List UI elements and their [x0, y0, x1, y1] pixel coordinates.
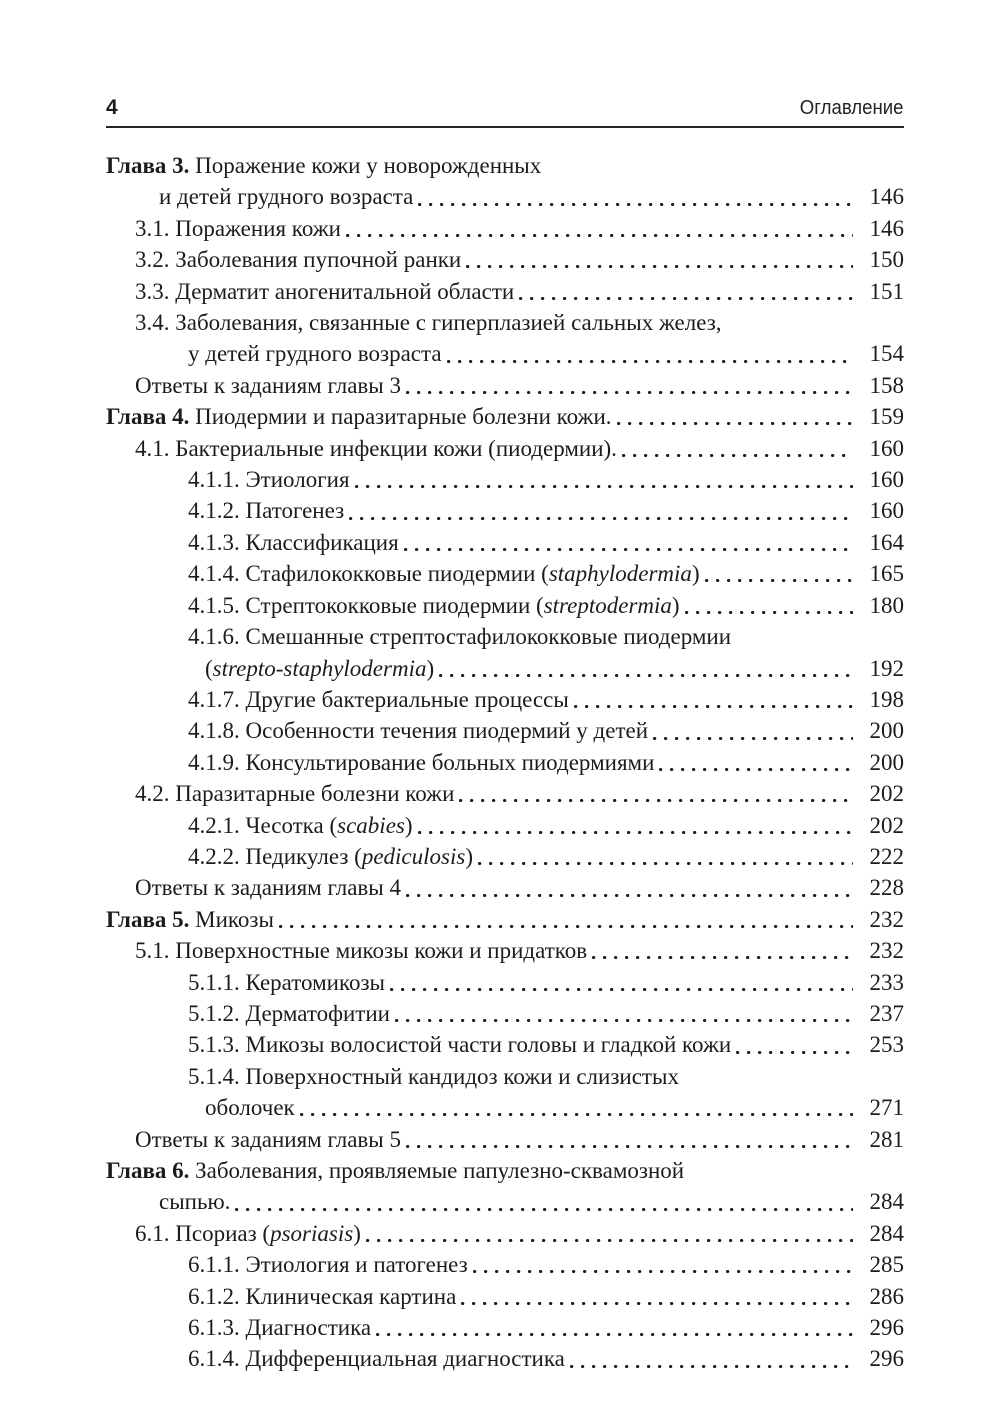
toc-page-number: 154: [869, 341, 904, 367]
toc-entry: [106, 433, 904, 464]
toc-entry: [106, 872, 904, 903]
leader-dots: [349, 495, 853, 526]
leader-dots: [653, 715, 853, 746]
toc-entry-text: 3.2. Заболевания пупочной ранки: [135, 247, 462, 273]
toc-entry-text: 5.1. Поверхностные микозы кожи и придатков: [135, 938, 588, 964]
toc-entry: [106, 370, 904, 401]
leader-dots: [519, 276, 853, 307]
leader-dots: [279, 904, 853, 935]
toc-entry: [106, 244, 904, 275]
toc-entry: [106, 1029, 904, 1060]
toc-entry-text: 6.1. Псориаз (psoriasis): [135, 1220, 361, 1246]
toc-page-number: 151: [869, 278, 904, 304]
toc-page-number: 271: [869, 1095, 904, 1121]
toc-page-number: 253: [869, 1032, 904, 1058]
toc-entry-text: у детей грудного возраста: [188, 341, 442, 367]
toc-entry: [106, 150, 904, 181]
toc-entry: [106, 558, 904, 589]
leader-dots: [406, 872, 853, 903]
toc-page-number: 232: [869, 906, 904, 932]
toc-page-number: 160: [869, 435, 904, 461]
toc-page-number: 200: [869, 749, 904, 775]
toc-page-number: 198: [869, 686, 904, 712]
toc-entry: [106, 653, 904, 684]
toc-page-number: 202: [869, 781, 904, 807]
toc-entry: [106, 778, 904, 809]
leader-dots: [478, 841, 853, 872]
toc-entry: [106, 307, 904, 338]
toc-entry-text: Глава 6. Заболевания, проявляемые папулезно-сквамозной: [106, 1158, 685, 1183]
toc-entry-text: 4.2.1. Чесотка (scabies): [188, 812, 413, 838]
leader-dots: [390, 967, 853, 998]
leader-dots: [376, 1312, 853, 1343]
toc-page-number: 284: [869, 1189, 904, 1215]
toc-entry-text: 4.1. Бактериальные инфекции кожи (пиодермии).: [135, 435, 617, 461]
toc-entry: [106, 1312, 904, 1343]
toc-page-number: 160: [869, 467, 904, 493]
toc-page-number: 158: [869, 372, 904, 398]
toc-entry: [106, 401, 904, 432]
leader-dots: [300, 1092, 853, 1123]
leader-dots: [418, 810, 853, 841]
toc-page-number: 150: [869, 247, 904, 273]
toc-entry: [106, 904, 904, 935]
toc-entry-text: сыпью.: [159, 1189, 231, 1215]
toc-entry-text: (strepto-staphylodermia): [205, 655, 435, 681]
leader-dots: [461, 1281, 853, 1312]
toc-entry-text: 5.1.2. Дерматофитии: [188, 1000, 390, 1026]
toc-page-number: 202: [869, 812, 904, 838]
toc-entry: [106, 998, 904, 1029]
toc-entry-text: Ответы к заданиям главы 4: [135, 875, 401, 901]
running-title: Оглавление: [800, 97, 904, 119]
toc-entry-text: 6.1.3. Диагностика: [188, 1315, 372, 1341]
toc-entry-text: Глава 4. Пиодермии и паразитарные болезни кожи.: [106, 404, 612, 430]
toc-page-number: 284: [869, 1220, 904, 1246]
toc-entry-text: оболочек: [205, 1095, 295, 1121]
toc-entry-text: 4.1.8. Особенности течения пиодермий у детей: [188, 718, 649, 744]
leader-dots: [346, 213, 853, 244]
leader-dots: [406, 1124, 853, 1155]
leader-dots: [574, 684, 853, 715]
toc-entry-text: 3.1. Поражения кожи: [135, 215, 341, 241]
leader-dots: [404, 527, 853, 558]
toc-entry-text: 4.1.2. Патогенез: [188, 498, 345, 524]
toc-entry-text: 3.3. Дерматит аногенитальной области: [135, 278, 515, 304]
toc-page-number: 296: [869, 1315, 904, 1341]
toc-entry: [106, 495, 904, 526]
leader-dots: [447, 338, 853, 369]
toc-entry-text: и детей грудного возраста: [159, 184, 414, 210]
header-rule: [106, 126, 904, 128]
toc-entry-text: 4.1.5. Стрептококковые пиодермии (streptodermia): [188, 592, 680, 618]
toc-entry: [106, 1061, 904, 1092]
leader-dots: [366, 1218, 853, 1249]
toc-entry: [106, 935, 904, 966]
toc-entry: [106, 1281, 904, 1312]
toc-entry-text: 4.1.1. Этиология: [188, 467, 350, 493]
toc-entry-text: 4.2.2. Педикулез (pediculosis): [188, 843, 473, 869]
toc-entry: [106, 338, 904, 369]
toc-entry-text: 4.1.4. Стафилококковые пиодермии (staphylodermia): [188, 561, 700, 587]
toc-entry-text: 4.1.3. Классификация: [188, 529, 399, 555]
toc-entry: [106, 684, 904, 715]
toc-page-number: 192: [869, 655, 904, 681]
toc-entry-text: 4.1.6. Смешанные стрептостафилококковые пиодермии: [188, 624, 732, 650]
toc-entry: [106, 1124, 904, 1155]
toc-entry-text: Ответы к заданиям главы 3: [135, 372, 401, 398]
leader-dots: [235, 1186, 853, 1217]
toc-entry-text: 4.1.7. Другие бактериальные процессы: [188, 686, 569, 712]
toc-entry-text: 6.1.2. Клиническая картина: [188, 1283, 457, 1309]
toc-entry: [106, 213, 904, 244]
folio-page-number: 4: [106, 96, 118, 119]
toc-page-number: 228: [869, 875, 904, 901]
toc-page-number: 237: [869, 1000, 904, 1026]
toc-entry: [106, 1186, 904, 1217]
leader-dots: [659, 747, 853, 778]
toc-entry: [106, 1218, 904, 1249]
toc-entry: [106, 810, 904, 841]
toc-entry: [106, 590, 904, 621]
toc-page-number: 281: [869, 1126, 904, 1152]
leader-dots: [570, 1343, 853, 1374]
leader-dots: [473, 1249, 853, 1280]
leader-dots: [395, 998, 853, 1029]
leader-dots: [439, 653, 853, 684]
toc-list: [106, 150, 904, 1375]
toc-page-number: 159: [869, 404, 904, 430]
toc-page-number: 146: [869, 215, 904, 241]
toc-page-number: 296: [869, 1346, 904, 1372]
toc-entry: [106, 1249, 904, 1280]
toc-entry: [106, 1092, 904, 1123]
toc-page-number: 160: [869, 498, 904, 524]
toc-page-number: 285: [869, 1252, 904, 1278]
leader-dots: [736, 1029, 853, 1060]
toc-entry-text: 4.2. Паразитарные болезни кожи: [135, 781, 455, 807]
toc-page-number: 286: [869, 1283, 904, 1309]
leader-dots: [466, 244, 853, 275]
leader-dots: [685, 590, 853, 621]
toc-entry: [106, 181, 904, 212]
leader-dots: [592, 935, 853, 966]
toc-entry: [106, 967, 904, 998]
toc-entry-text: 5.1.4. Поверхностный кандидоз кожи и слизистых: [188, 1063, 679, 1089]
toc-page-number: 233: [869, 969, 904, 995]
toc-entry-text: 5.1.3. Микозы волосистой части головы и гладкой кожи: [188, 1032, 732, 1058]
book-page: [106, 0, 904, 1375]
toc-entry-text: Глава 3. Поражение кожи у новорожденных: [106, 153, 542, 178]
toc-entry-text: Ответы к заданиям главы 5: [135, 1126, 401, 1152]
toc-page-number: 164: [869, 529, 904, 555]
leader-dots: [622, 433, 853, 464]
toc-entry: [106, 1155, 904, 1186]
toc-entry-text: 3.4. Заболевания, связанные с гиперплазией сальных желез,: [135, 310, 722, 336]
leader-dots: [355, 464, 853, 495]
toc-entry-text: 5.1.1. Кератомикозы: [188, 969, 386, 995]
leader-dots: [406, 370, 853, 401]
running-header: [106, 0, 904, 118]
toc-entry: [106, 621, 904, 652]
toc-entry-text: 4.1.9. Консультирование больных пиодермиями: [188, 749, 655, 775]
toc-page-number: 232: [869, 938, 904, 964]
toc-page-number: 222: [869, 843, 904, 869]
toc-page-number: 146: [869, 184, 904, 210]
leader-dots: [617, 401, 853, 432]
toc-entry: [106, 1343, 904, 1374]
leader-dots: [418, 181, 853, 212]
toc-entry: [106, 276, 904, 307]
toc-entry: [106, 747, 904, 778]
toc-entry-text: Глава 5. Микозы: [106, 906, 274, 932]
toc-page-number: 165: [869, 561, 904, 587]
toc-entry: [106, 841, 904, 872]
toc-entry-text: 6.1.1. Этиология и патогенез: [188, 1252, 468, 1278]
toc-page-number: 200: [869, 718, 904, 744]
toc-entry: [106, 527, 904, 558]
leader-dots: [705, 558, 853, 589]
toc-entry: [106, 715, 904, 746]
toc-entry: [106, 464, 904, 495]
leader-dots: [459, 778, 853, 809]
toc-page-number: 180: [869, 592, 904, 618]
toc-entry-text: 6.1.4. Дифференциальная диагностика: [188, 1346, 565, 1372]
